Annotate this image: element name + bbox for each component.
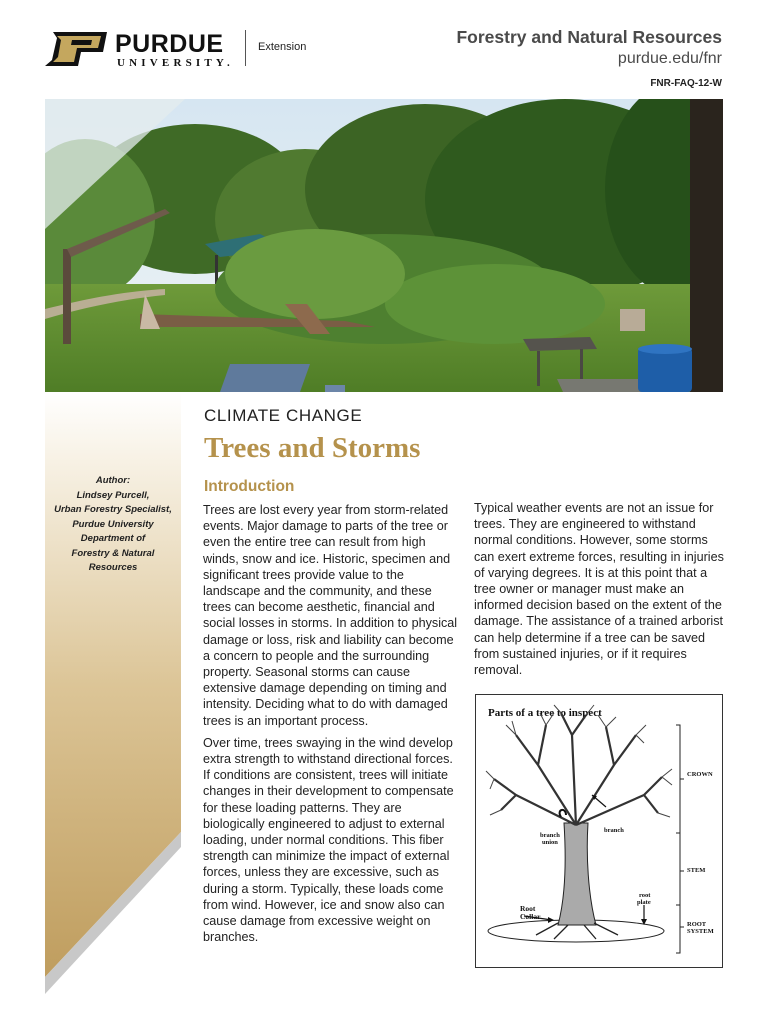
root-plate-label: plate <box>637 899 651 906</box>
brand-subtitle: UNIVERSITY. <box>117 57 235 69</box>
root-system-label: ROOT <box>687 921 707 928</box>
root-system-label: SYSTEM <box>687 928 714 935</box>
storm-damage-photo <box>45 99 723 392</box>
author-sidebar <box>45 392 181 994</box>
crown-label: CROWN <box>687 771 713 778</box>
website-url: purdue.edu/fnr <box>617 50 722 67</box>
paragraph: Trees are lost every year from storm-related events. Major damage to parts of the tree or even the entire tree can result from high winds, snow and ice. Historic, specimen and significant trees provide value to the landscape and the community, and these trees can become aesthetic, financial and social losses in storms. In addition to physical damage or loss, risk and liability can become a concern to people and the surrounding property. Seasonal storms can cause extensive damage depending on timing and intensity. Deciding what to do with damaged trees is an important process. <box>203 503 458 728</box>
extension-label: Extension <box>258 41 307 53</box>
branch-label: branch <box>604 827 624 834</box>
branch-union-label: union <box>542 839 558 846</box>
author-block <box>45 474 181 576</box>
section-heading: Introduction <box>204 478 295 495</box>
stem-label: STEM <box>687 867 706 874</box>
page-title: Trees and Storms <box>204 432 421 464</box>
tree-parts-figure <box>475 694 723 968</box>
author-label: Author: <box>95 475 131 486</box>
brand-name: PURDUE <box>115 30 224 58</box>
root-collar-label: Collar <box>520 912 541 921</box>
article-column-left <box>203 502 458 951</box>
department-name: Forestry and Natural Resources <box>456 27 722 47</box>
author-line: Forestry & Natural <box>71 547 155 559</box>
branch-union-label: branch <box>540 832 560 839</box>
root-plate-label: root <box>639 892 651 899</box>
author-line: Department of <box>80 533 146 544</box>
publication-code: FNR-FAQ-12-W <box>650 78 722 89</box>
author-line: Purdue University <box>72 518 154 530</box>
logo-divider <box>245 30 246 66</box>
tree-diagram-icon <box>476 695 722 967</box>
root-collar-label: Root <box>520 904 536 913</box>
paragraph: Over time, trees swaying in the wind develop extra strength to withstand directional forces. If conditions are consistent, trees will initiate changes in their development to compensate for these loading patterns. They are biologically engineered to adjust to external loading, under normal conditions. This fiber strength can minimize the impact of external forces, unless they are excessive, such as during a storm. Typically, these loads come from wind. However, ice and snow also can cause damage from excessive weight on branches. <box>203 735 454 945</box>
author-line: Resources <box>88 562 138 573</box>
purdue-logo <box>45 30 245 70</box>
paragraph: Typical weather events are not an issue for trees. They are engineered to withstand normal conditions. However, some storms can exert extreme forces, resulting in injuries of varying degrees. It is at this point that a tree owner or manager must make an informed decision based on the extent of the damage. The assistance of a trained arborist can help determine if a tree can be saved from sustained injuries, or if it requires removal. <box>474 501 724 678</box>
figure-title: Parts of a tree to inspect <box>488 707 602 719</box>
purdue-p-mark-icon <box>45 32 107 66</box>
article-column-right <box>474 500 726 678</box>
topic-label: CLIMATE CHANGE <box>204 406 363 425</box>
author-line: Urban Forestry Specialist, <box>54 504 172 515</box>
author-line: Lindsey Purcell, <box>76 489 150 501</box>
